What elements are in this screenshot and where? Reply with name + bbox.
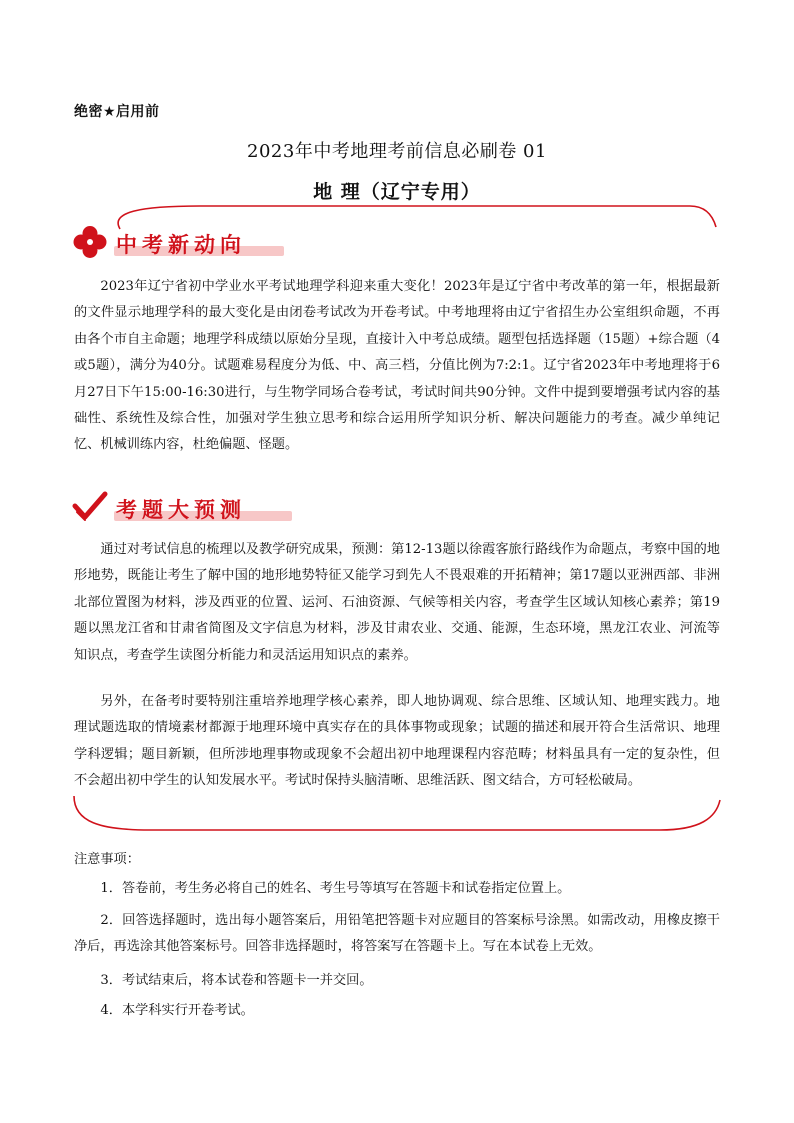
note-item: 1．答卷前，考生务必将自己的姓名、考生号等填写在答题卡和试卷指定位置上。 <box>100 881 571 896</box>
four-petal-flower-icon <box>72 225 108 263</box>
section-heading-predictions <box>72 492 246 526</box>
check-arrow-icon <box>72 490 108 528</box>
section-heading-trends <box>72 227 246 261</box>
note-item: 3．考试结束后，将本试卷和答题卡一并交回。 <box>100 973 373 988</box>
notes-title: 注意事项： <box>74 852 140 867</box>
prediction-paragraph: 通过对考试信息的梳理以及教学研究成果，预测：第12-13题以徐霞客旅行路线作为命题点，考察中国的地形地势，既能让考生了解中国的地形地势特征又能学习到先人不畏艰难的开拓精神；第17题以亚洲西部、非洲北部位置图为材料，涉及西亚的位置、运河、石油资源、气候等相关内容，考查学生区域认知核心素养；第19题以黑龙江省和甘肃省简图及文字信息为材料，涉及甘肃农业、交通、能源，生态环境，黑龙江农业、河流等知识点，考查学生读图分析能力和灵活运用知识点的素养。 <box>74 542 720 663</box>
trends-paragraph: 2023年辽宁省初中学业水平考试地理学科迎来重大变化！2023年是辽宁省中考改革的第一年，根据最新的文件显示地理学科的最大变化是由闭卷考试改为开卷考试。中考地理将由辽宁省招生办公室组织命题，不再由各个市自主命题；地理学科成绩以原始分呈现，直接计入中考总成绩。题型包括选择题（15题）+综合题（4或5题），满分为40分。试题难易程度分为低、中、高三档，分值比例为7:2:1。辽宁省2023年中考地理将于6月27日下午15:00-16:30进行，与生物学同场合卷考试，考试时间共90分钟。文件中提到要增强考试内容的基础性、系统性及综合性，加强对学生独立思考和综合运用所学知识分析、解决问题能力的考查。减少单纯记忆、机械训练内容，杜绝偏题、怪题。 <box>74 279 720 453</box>
document-subtitle: 地 理（辽宁专用） <box>313 181 481 203</box>
note-item: 2．回答选择题时，选出每小题答案后，用铅笔把答题卡对应题目的答案标号涂黑。如需改动，用橡皮擦干净后，再选涂其他答案标号。回答非选择题时，将答案写在答题卡上。写在本试卷上无效。 <box>74 913 720 955</box>
secret-label: 绝密★启用前 <box>74 104 160 120</box>
section-heading-label: 考题大预测 <box>116 498 246 522</box>
section-heading-label: 中考新动向 <box>116 233 246 257</box>
prediction-paragraph: 另外，在备考时要特别注重培养地理学核心素养，即人地协调观、综合思维、区域认知、地理实践力。地理试题选取的情境素材都源于地理环境中真实存在的具体事物或现象；试题的描述和展开符合生活常识、地理学科逻辑；题目新颖，但所涉地理事物或现象不会超出初中地理课程内容范畴；材料虽具有一定的复杂性，但不会超出初中学生的认知发展水平。考试时保持头脑清晰、思维活跃、图文结合，方可轻松破局。 <box>74 694 720 789</box>
document-title: 2023年中考地理考前信息必刷卷 01 <box>247 141 547 162</box>
note-item: 4．本学科实行开卷考试。 <box>100 1003 254 1018</box>
